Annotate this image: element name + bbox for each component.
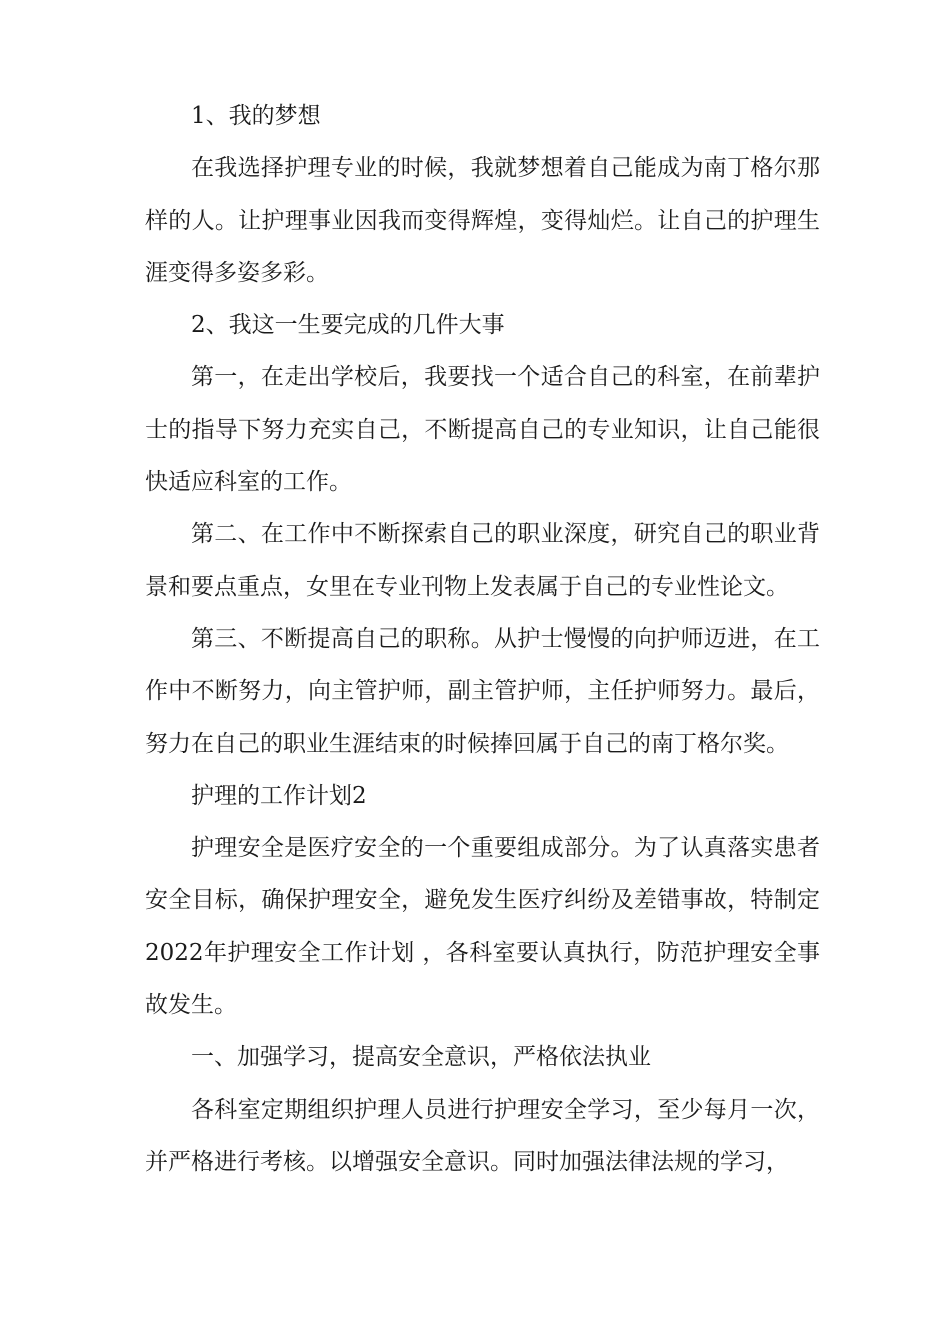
paragraph-dream: 在我选择护理专业的时候，我就梦想着自己能成为南丁格尔那样的人。让护理事业因我而变得辉煌，变得灿烂。让自己的护理生涯变得多姿多彩。 <box>145 155 820 286</box>
heading-life-goals: 2、我这一生要完成的几件大事 <box>191 312 505 339</box>
heading-section-one: 一、加强学习，提高安全意识，严格依法执业 <box>191 1044 651 1071</box>
paragraph-section-one: 各科室定期组织护理人员进行护理安全学习，至少每月一次，并严格进行考核。以增强安全意识。同时加强法律法规的学习， <box>145 1096 820 1175</box>
heading-my-dream: 1、我的梦想 <box>191 103 321 129</box>
paragraph-goal-first: 第一，在走出学校后，我要找一个适合自己的科室，在前辈护士的指导下努力充实自己，不断提高自己的专业知识，让自己能很快适应科室的工作。 <box>145 364 820 496</box>
paragraph-safety-intro: 护理安全是医疗安全的一个重要组成部分。为了认真落实患者安全目标，确保护理安全，避免发生医疗纠纷及差错事故，特制定2022年护理安全工作计划 ，各科室要认真执行，防范护理安全事故发生。 <box>145 835 820 1019</box>
document-body <box>145 90 820 1188</box>
paragraph-goal-third: 第三、不断提高自己的职称。从护士慢慢的向护师迈进，在工作中不断努力，向主管护师，副主管护师，主任护师努力。最后，努力在自己的职业生涯结束的时候捧回属于自己的南丁格尔奖。 <box>145 625 820 757</box>
paragraph-goal-second: 第二、在工作中不断探索自己的职业深度，研究自己的职业背景和要点重点，女里在专业刊物上发表属于自己的专业性论文。 <box>145 521 820 600</box>
heading-work-plan-2: 护理的工作计划2 <box>191 782 367 809</box>
